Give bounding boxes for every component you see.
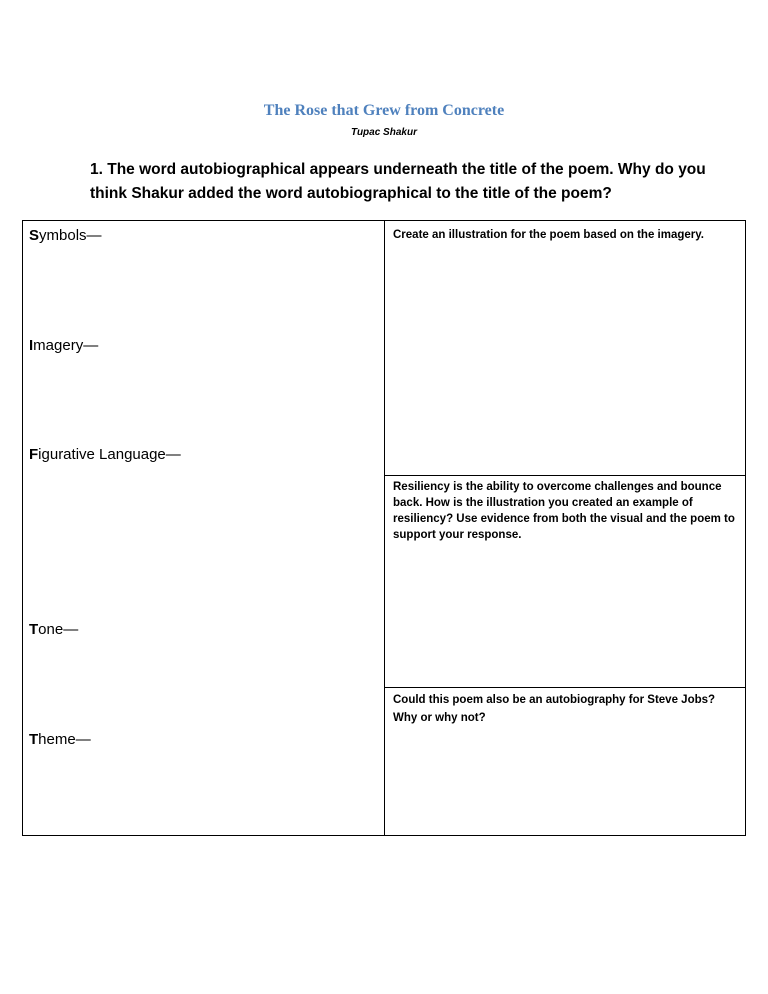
- poem-author: Tupac Shakur: [351, 127, 417, 138]
- illustration-prompt: Create an illustration for the poem based on the imagery.: [393, 229, 704, 241]
- tone-text: one—: [38, 621, 79, 638]
- poem-title: The Rose that Grew from Concrete: [263, 102, 505, 119]
- worksheet-table: [22, 220, 746, 836]
- figurative-text: igurative Language—: [38, 446, 181, 463]
- imagery-initial: I: [29, 337, 34, 354]
- theme-text: heme—: [38, 731, 91, 748]
- imagery-label: [29, 337, 98, 355]
- resiliency-prompt: Resiliency is the ability to overcome challenges and bounce back. How is the illustration you created an example of resiliency? Use evidence from both the visual and the poem to support your response.: [393, 481, 735, 541]
- symbols-initial: S: [29, 227, 40, 244]
- steve-jobs-cell[interactable]: [385, 688, 746, 837]
- imagery-text: magery—: [33, 337, 99, 354]
- figurative-language-label: [29, 446, 181, 464]
- question-1: 1. The word autobiographical appears underneath the title of the poem. Why do you think Shakur added the word autobiographical to the title of the poem?: [90, 161, 706, 202]
- resiliency-cell[interactable]: [385, 476, 746, 688]
- illustration-cell[interactable]: [385, 221, 746, 476]
- tone-initial: T: [29, 621, 39, 638]
- theme-initial: T: [29, 731, 39, 748]
- theme-label: [29, 731, 91, 749]
- steve-jobs-prompt: Could this poem also be an autobiography for Steve Jobs? Why or why not?: [393, 694, 716, 724]
- response-column: [385, 221, 746, 835]
- analysis-column[interactable]: [23, 221, 385, 835]
- figurative-initial: F: [29, 446, 39, 463]
- tone-label: [29, 621, 78, 639]
- symbols-text: ymbols—: [39, 227, 102, 244]
- symbols-label: [29, 227, 102, 245]
